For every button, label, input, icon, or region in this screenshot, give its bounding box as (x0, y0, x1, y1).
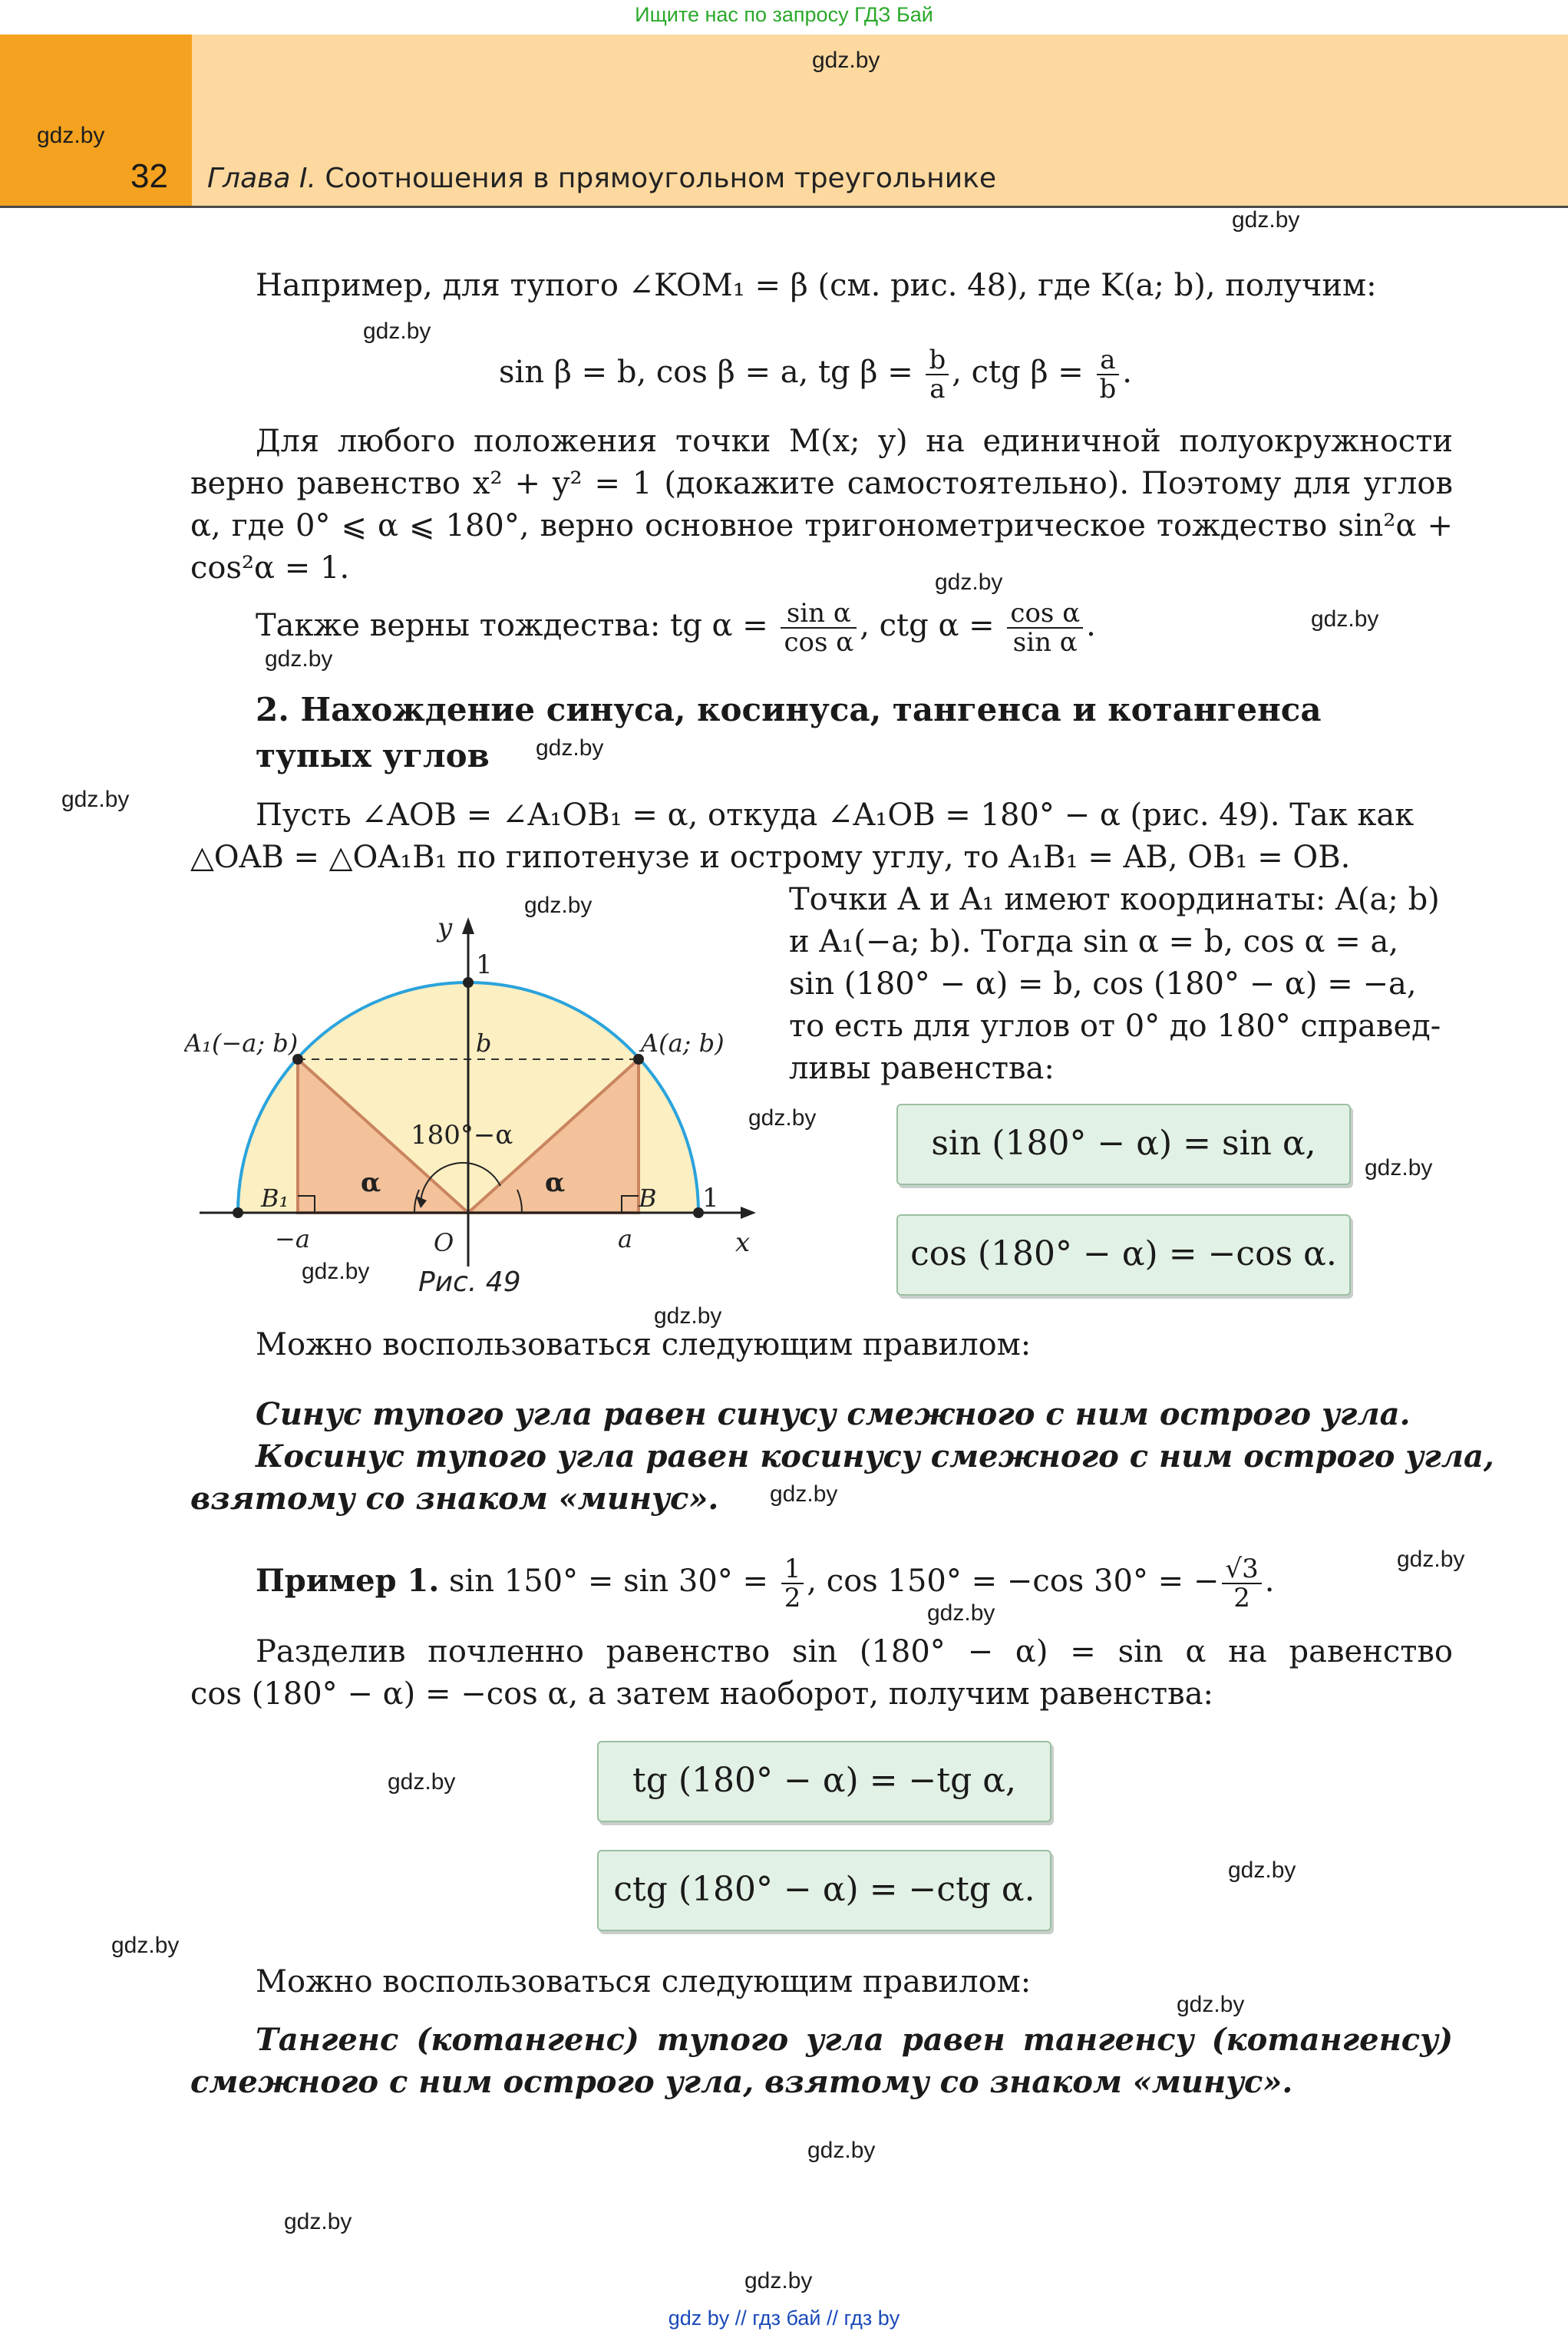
denominator: 2 (1233, 1583, 1250, 1613)
fraction-a-b (1097, 346, 1120, 403)
label-A1: A₁(−a; b) (184, 1029, 299, 1058)
formula-box-ctg: ctg (180° − α) = −ctg α. (597, 1850, 1051, 1931)
identity-tg: tg α = (670, 608, 768, 643)
watermark: gdz.by (388, 1769, 456, 1795)
watermark: gdz.by (61, 787, 130, 812)
chapter-title (207, 163, 996, 194)
watermark: gdz.by (536, 735, 604, 761)
x-axis-arrow-icon (741, 1207, 756, 1219)
label-minus-a: −a (275, 1224, 310, 1253)
fraction-b-a (926, 346, 949, 403)
label-one-right: 1 (702, 1183, 719, 1214)
watermark: gdz.by (748, 1105, 817, 1131)
coord-line: Точки A и A₁ имеют координаты: A(a; b) (789, 882, 1440, 917)
figure-caption: Рис. 49 (418, 1266, 521, 1298)
label-O: O (434, 1228, 454, 1257)
paragraph-rule-intro: Можно воспользоваться следующим правилом: (256, 1327, 1032, 1362)
chapter-label: Глава I. (207, 163, 316, 194)
formula-cos-beta: cos β = a, (655, 355, 809, 390)
formula-box-sin: sin (180° − α) = sin α, (896, 1104, 1351, 1185)
watermark: gdz.by (927, 1600, 995, 1626)
watermark: gdz.by (744, 2268, 813, 2293)
rule-cosine-line2: взятому со знаком «минус». (190, 1481, 719, 1517)
numerator: cos α (1007, 599, 1083, 629)
watermark: gdz.by (935, 570, 1003, 595)
label-y: y (437, 913, 453, 943)
watermark: gdz.by (302, 1259, 370, 1284)
point-minus1 (233, 1207, 243, 1218)
label-B1: B₁ (261, 1184, 289, 1213)
figure-49 (184, 906, 767, 1282)
numerator: sin α (781, 599, 857, 629)
label-A: A(a; b) (641, 1029, 725, 1058)
watermark: gdz.by (524, 893, 593, 918)
paragraph-divide-line1: Разделив почленно равенство sin (180° − α) = sin α на равенство (256, 1634, 1453, 1669)
example-label: Пример 1. (256, 1563, 440, 1599)
fraction-cos-sin (1007, 599, 1083, 656)
paragraph-identities: Также верны тождества: tg α = $\frac{\text{sin α}}{\text{cos α}}$ , ctg α = $\frac{\text{cos α}}{\text{sin α}}$ . (256, 598, 1096, 658)
example-part2: , cos 150° = −cos 30° = − (807, 1564, 1220, 1599)
identities-lead: Также верны тождества: (256, 608, 661, 643)
section-heading-line1: 2. Нахождение синуса, косинуса, тангенса и котангенса (256, 691, 1322, 728)
y-axis-arrow-icon (462, 917, 474, 934)
label-alpha-left: α (361, 1167, 381, 1198)
coord-line: то есть для углов от 0° до 180° справед- (789, 1009, 1441, 1044)
label-x: x (735, 1227, 751, 1258)
top-banner[interactable]: Ищите нас по запросу ГДЗ Бай (635, 3, 933, 26)
paragraph-divide-line2: cos (180° − α) = −cos α, а затем наоборот, получим равенства: (190, 1676, 1214, 1712)
watermark: gdz.by (363, 319, 431, 344)
coord-line: sin (180° − α) = b, cos (180° − α) = −a, (789, 966, 1417, 1002)
watermark: gdz.by (1177, 1992, 1245, 2017)
formula-box-tg: tg (180° − α) = −tg α, (597, 1741, 1051, 1822)
fraction-sin-cos (781, 599, 857, 656)
watermark: gdz.by (1228, 1858, 1296, 1883)
example-part1: sin 150° = sin 30° = (448, 1564, 768, 1599)
formula-tg-beta: tg β = (817, 355, 913, 390)
label-B: B (639, 1184, 657, 1213)
watermark: gdz.by (1365, 1155, 1433, 1181)
header-divider (0, 206, 1568, 208)
numerator: √3 (1222, 1555, 1261, 1584)
paragraph-unit-circle: Для любого положения точки M(x; y) на единичной полуокружности верно равенство x² + y² = 1 (докажите самостоятельно). Поэтому для углов α, где 0° ⩽ α ⩽ 180°, верно основное тригонометрическое тождество sin²α + cos²α = 1. (190, 424, 1453, 586)
denominator: a (929, 374, 946, 405)
fraction-sqrt3-2 (1222, 1555, 1261, 1612)
formula-sin-cos-tg-ctg-beta: sin β = b, cos β = a, tg β = $\frac{b}{a}$ , ctg β = $\frac{a}{b}$ . (499, 345, 1133, 405)
watermark: gdz.by (265, 646, 333, 672)
label-180-minus-alpha: 180°−α (411, 1120, 513, 1151)
footer-links[interactable]: gdz by // гдз бай // гдз by (668, 2307, 900, 2330)
paragraph-let-line1: Пусть ∠AOB = ∠A₁OB₁ = α, откуда ∠A₁OB = 180° − α (рис. 49). Так как (256, 797, 1415, 833)
watermark: gdz.by (770, 1481, 838, 1507)
denominator: sin α (1012, 627, 1078, 658)
formula-ctg-beta: ctg β = (971, 355, 1084, 390)
numerator: 1 (781, 1555, 804, 1584)
paragraph-rule-intro-2: Можно воспользоваться следующим правилом: (256, 1964, 1032, 2000)
formula-box-cos: cos (180° − α) = −cos α. (896, 1214, 1351, 1296)
paragraph-let-line2: △OAB = △OA₁B₁ по гипотенузе и острому углу, то A₁B₁ = AB, OB₁ = OB. (190, 840, 1351, 875)
rule-tangent-line2: смежного с ним острого угла, взятому со знаком «минус». (190, 2064, 1293, 2100)
watermark: gdz.by (284, 2209, 352, 2234)
fraction-1-2 (781, 1555, 804, 1612)
label-alpha-right: α (545, 1167, 566, 1198)
point-y1 (463, 977, 474, 988)
rule-tangent-line1: Тангенс (котангенс) тупого угла равен тангенсу (котангенсу) (256, 2022, 1453, 2058)
chapter-name: Соотношения в прямоугольном треугольнике (315, 163, 996, 194)
denominator: b (1099, 374, 1117, 405)
paragraph-coordinates (789, 879, 1457, 1090)
paragraph-example: Например, для тупого ∠KOM₁ = β (см. рис. 48), где K(a; b), получим: (256, 268, 1377, 303)
example-1 (256, 1547, 1274, 1616)
watermark: gdz.by (1311, 606, 1379, 632)
label-b: b (476, 1029, 492, 1058)
page-number: 32 (130, 157, 168, 195)
watermark: gdz.by (111, 1933, 180, 1958)
formula-sin-beta: sin β = b, (499, 355, 647, 390)
label-a: a (618, 1224, 633, 1253)
example-end: . (1264, 1564, 1275, 1599)
label-one-top: 1 (476, 949, 493, 980)
rule-sine: Синус тупого угла равен синусу смежного с ним острого угла. (256, 1396, 1411, 1432)
numerator: a (1097, 346, 1120, 375)
numerator: b (926, 346, 949, 375)
section-heading-line2: тупых углов (256, 737, 490, 774)
coord-line: ливы равенства: (789, 1051, 1055, 1086)
watermark: gdz.by (37, 123, 105, 148)
rule-cosine-line1: Косинус тупого угла равен косинусу смежного с ним острого угла, (256, 1438, 1494, 1474)
identity-ctg: ctg α = (879, 608, 995, 643)
watermark: gdz.by (1397, 1547, 1465, 1572)
watermark: gdz.by (654, 1303, 722, 1329)
denominator: 2 (784, 1583, 801, 1613)
watermark: gdz.by (807, 2138, 876, 2163)
watermark: gdz.by (1232, 207, 1300, 233)
watermark: gdz.by (812, 48, 880, 73)
denominator: cos α (784, 627, 854, 658)
coord-line: и A₁(−a; b). Тогда sin α = b, cos α = a, (789, 924, 1399, 959)
